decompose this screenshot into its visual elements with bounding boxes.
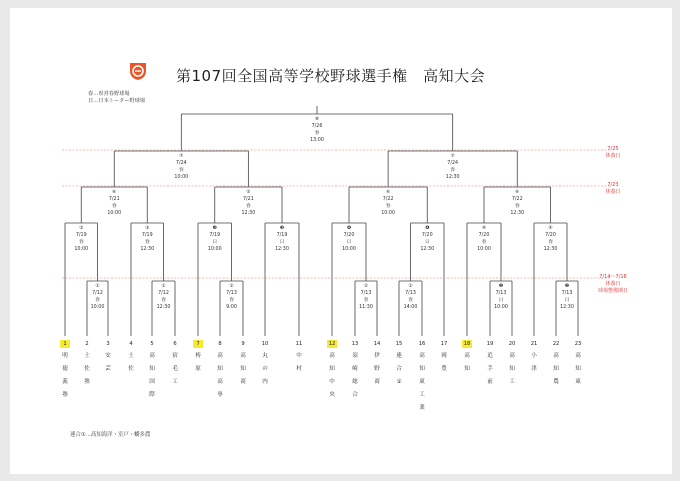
team-name: 高 知 国 際 [149,353,155,398]
match-info-final: ⑧ 7/26 春 13:00 [310,117,324,143]
bracket-sheet [10,8,672,474]
team-name: 須 崎 総 合 [352,353,358,398]
team-name: 宿 毛 工 [172,353,178,385]
match-info-sf_left: ⑦ 7/24 春 10:00 [174,154,189,180]
match-info-qf4: ⑥ 7/22 春 12:30 [510,190,525,216]
team-seed-number: 9 [241,341,245,347]
team-seed-number: 2 [85,341,89,347]
match-info-r2_7: ④ 7/20 春 10:00 [477,226,491,252]
team-name: 小 津 [531,353,537,372]
match-info-r2_8: ④ 7/20 春 12:30 [543,226,558,252]
team-name: 高 知 高 専 [217,353,223,398]
match-info-r1_f: ❷ 7/13 日 10:00 [494,284,508,310]
team-seed-number: 13 [351,341,359,347]
match-info-r2_3: ❸ 7/19 日 10:00 [207,226,222,252]
match-info-sf_right: ⑦ 7/24 春 12:30 [445,154,460,180]
match-info-r2_4: ❸ 7/19 日 12:30 [275,226,289,252]
match-info-r1_d: ② 7/13 春 11:30 [359,284,373,310]
match-info-qf1: ⑥ 7/21 春 10:00 [107,190,122,216]
rest-day-label: 7/23 休養日 [605,182,621,195]
match-info-r2_2: ③ 7/19 春 12:30 [140,226,155,252]
team-seed-number: 1 [60,340,70,348]
match-info-r2_1: ③ 7/19 春 10:00 [74,226,89,252]
team-name: 梼 原 [195,353,201,372]
team-seed-number: 19 [486,341,494,347]
team-seed-number: 5 [150,341,154,347]
team-seed-number: 4 [129,341,133,347]
match-info-r1_a: ① 7/12 春 10:00 [90,284,105,310]
team-seed-number: 8 [218,341,222,347]
team-seed-number: 20 [508,341,516,347]
team-seed-number: 6 [173,341,177,347]
team-seed-number: 16 [418,341,426,347]
logo-icon [126,58,150,82]
team-name: 伊 野 商 [374,353,380,385]
team-seed-number: 21 [530,341,538,347]
team-name: 高 知 [464,353,470,372]
team-name: 明 徳 義 塾 [62,353,68,398]
footnote: 連合①…高知海洋・室戸・幡多農 [70,432,151,438]
team-seed-number: 17 [440,341,448,347]
match-info-r2_5: ❹ 7/20 日 10:00 [342,226,356,252]
team-name: 高 知 工 [509,353,515,385]
team-name: 土 佐 [128,353,134,372]
team-name: 追 手 前 [487,353,493,385]
match-info-qf2: ⑤ 7/21 春 12:30 [241,190,256,216]
team-name: 高 知 東 工 業 [419,353,425,411]
team-seed-number: 3 [106,341,110,347]
match-info-r2_6: ❹ 7/20 日 12:30 [420,226,435,252]
match-info-r1_g: ❷ 7/13 日 12:30 [560,284,574,310]
team-name: 中 村 [296,353,302,372]
team-name: 連 合 ① [396,353,402,385]
team-name: 安 芸 [105,353,111,372]
team-seed-number: 7 [193,340,203,348]
legend-nichi: 日…日本トーター野球場 [88,98,146,104]
team-name: 丸 の 内 [262,353,268,385]
team-seed-number: 22 [552,341,560,347]
team-seed-number: 23 [574,341,582,347]
team-seed-number: 11 [295,341,303,347]
team-name: 高 知 中 央 [329,353,335,398]
team-name: 岡 豊 [441,353,447,372]
legend-haruno: 春…県営春野球場 [88,91,130,97]
match-info-r1_c: ② 7/13 春 9:00 [226,284,237,310]
team-name: 高 知 農 [553,353,559,385]
rest-day-label: 7/25 休養日 [605,146,621,159]
match-info-r1_b: ① 7/12 春 12:30 [156,284,171,310]
team-seed-number: 12 [328,341,336,347]
team-seed-number: 15 [395,341,403,347]
team-seed-number: 10 [261,341,269,347]
team-seed-number: 18 [463,341,471,347]
match-info-qf3: ⑥ 7/22 春 10:00 [381,190,396,216]
team-name: 高 知 東 [575,353,581,385]
match-info-r1_e: ② 7/13 春 14:00 [403,284,418,310]
team-name: 高 知 商 [240,353,246,385]
team-seed-number: 14 [373,341,381,347]
rest-day-label: 7/14〜7/18 休養日 球場整備期日 [597,274,628,294]
page-title: 第107回全国高等学校野球選手権 高知大会 [176,67,486,85]
team-name: 土 佐 塾 [84,353,90,385]
